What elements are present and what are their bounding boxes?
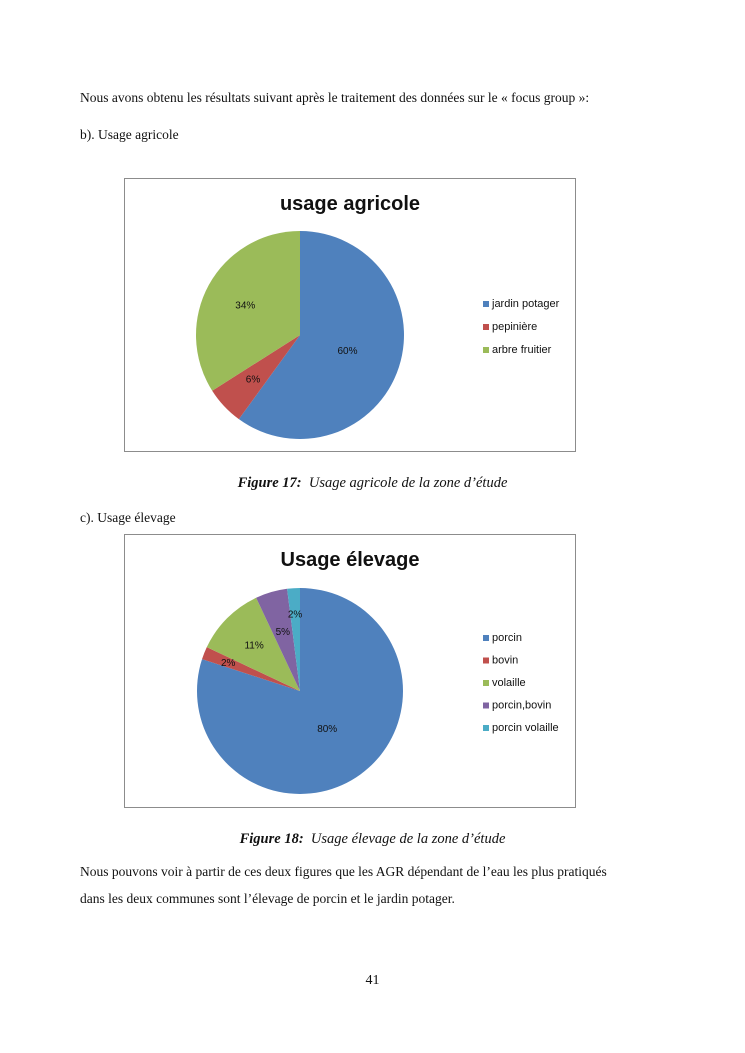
heading-usage-elevage: c). Usage élevage [80, 510, 176, 525]
heading-usage-agricole: b). Usage agricole [80, 127, 179, 142]
chart-legend [483, 298, 560, 356]
chart-usage-agricole [124, 178, 576, 452]
legend-swatch [483, 725, 489, 731]
chart-usage-elevage [124, 534, 576, 808]
legend-label: arbre fruitier [492, 344, 552, 356]
chart-title: usage agricole [279, 193, 421, 215]
legend-label: pepinière [492, 321, 538, 333]
conclusion-line-1: Nous pouvons voir à partir de ces deux figures que les AGR dépendant de l’eau les plus pratiqués [80, 864, 607, 879]
legend-item-arbre-fruitier [483, 344, 552, 356]
pie-label-porcin-volaille: 2% [287, 609, 303, 621]
legend-item-jardin-potager [483, 298, 560, 310]
caption-label: Figure 18: [239, 831, 304, 847]
caption-label: Figure 17: [237, 475, 302, 491]
legend-swatch [483, 301, 489, 307]
chart-legend [483, 632, 559, 734]
figure-18-caption [0, 831, 745, 848]
pie-label-arbre-fruitier: 34% [235, 300, 256, 312]
pie-label-bovin: 2% [220, 658, 236, 670]
pie-label-jardin-potager: 60% [337, 345, 358, 357]
legend-swatch [483, 347, 489, 353]
pie-label-porcin-bovin: 5% [275, 627, 291, 639]
caption-text: Usage agricole de la zone d’étude [308, 475, 508, 491]
legend-label: porcin [492, 632, 522, 644]
legend-label: porcin volaille [492, 722, 559, 734]
legend-swatch [483, 635, 489, 641]
legend-item-porcin-bovin [483, 700, 551, 712]
legend-label: jardin potager [492, 298, 560, 310]
conclusion-line-2: dans les deux communes sont l’élevage de porcin et le jardin potager. [80, 891, 455, 906]
legend-swatch [483, 324, 489, 330]
pie-label-volaille: 11% [244, 640, 264, 652]
legend-swatch [483, 680, 489, 686]
legend-label: porcin,bovin [492, 699, 552, 712]
legend-item-bovin [483, 655, 518, 667]
caption-text: Usage élevage de la zone d’étude [310, 831, 506, 847]
legend-label: bovin [492, 654, 519, 667]
intro-paragraph: Nous avons obtenu les résultats suivant après le traitement des données sur le « focus group »: [80, 90, 590, 105]
pie-label-pepini-re: 6% [245, 374, 261, 386]
legend-label: volaille [492, 677, 526, 689]
page-number: 41 [365, 973, 380, 988]
pie-chart-usage-elevage [125, 535, 575, 807]
pie-label-porcin: 80% [317, 724, 338, 735]
legend-item-porcin-volaille [483, 722, 559, 734]
chart-title: Usage élevage [280, 549, 420, 571]
legend-swatch [483, 703, 489, 709]
legend-item-volaille [483, 677, 526, 689]
legend-item-pepini-re [483, 321, 537, 333]
legend-item-porcin [483, 632, 522, 644]
pie-chart-usage-agricole [125, 179, 575, 451]
figure-17-caption [0, 475, 745, 492]
legend-swatch [483, 658, 489, 664]
pie-slices [196, 231, 404, 439]
